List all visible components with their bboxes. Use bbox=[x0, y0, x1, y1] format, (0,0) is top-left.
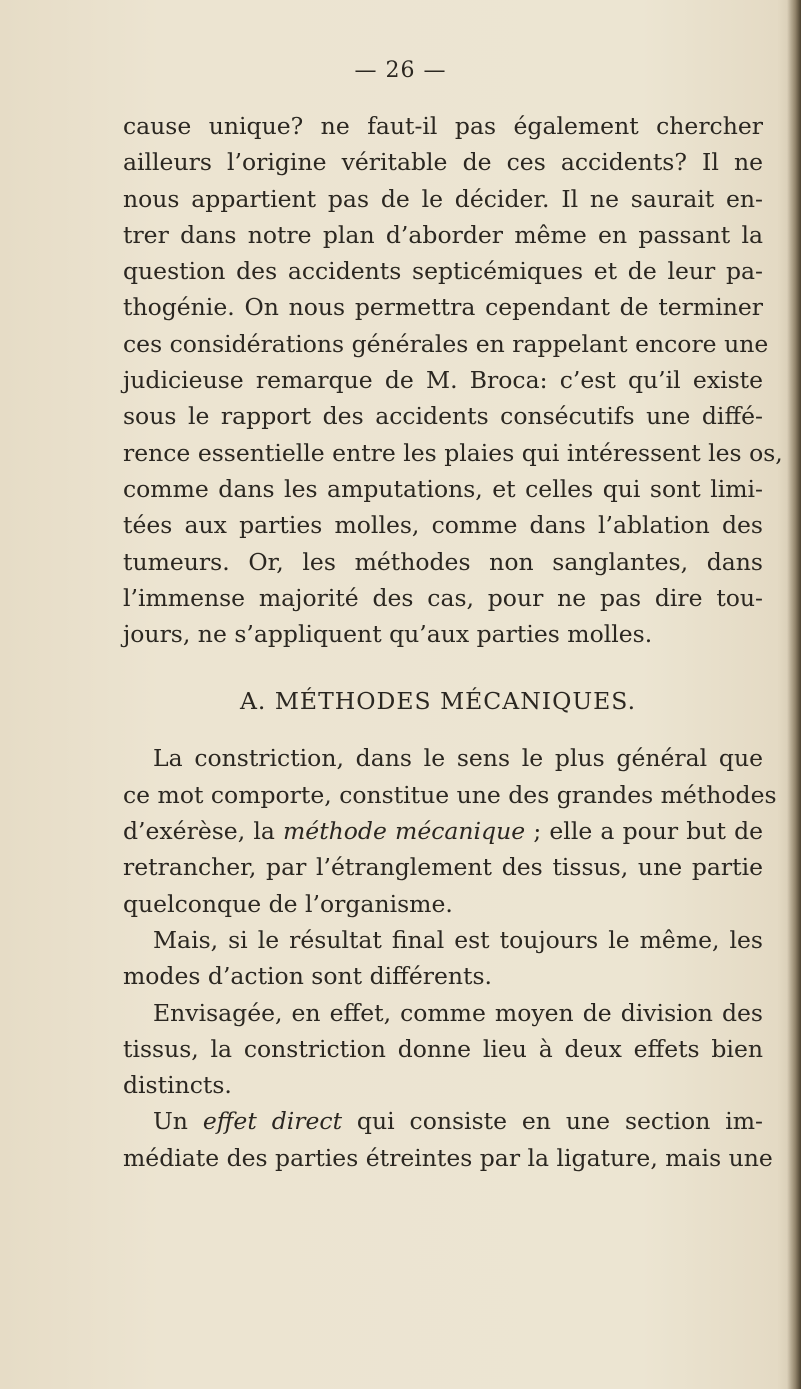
body-text bbox=[123, 108, 783, 1176]
page-number: — 26 — bbox=[354, 58, 447, 83]
text-line: comme dans les amputations, et celles qui sont limi- bbox=[123, 474, 763, 503]
text-line: question des accidents septicémiques et de leur pa- bbox=[123, 257, 763, 286]
section-heading: A. MÉTHODES MÉCANIQUES. bbox=[239, 687, 637, 716]
italic-term: effet direct bbox=[202, 1107, 343, 1136]
text-fragment: ; elle a pour but de bbox=[525, 817, 764, 846]
text-line: retrancher, par l’étranglement des tissus, une partie bbox=[123, 853, 763, 882]
paragraph-intro bbox=[123, 108, 783, 652]
text-line: trer dans notre plan d’aborder même en passant la bbox=[123, 220, 763, 249]
paragraph-effects bbox=[123, 995, 763, 1104]
text-fragment: d’exérèse, la bbox=[123, 817, 284, 846]
page-edge-shadow bbox=[787, 0, 801, 1389]
text-line bbox=[123, 813, 763, 849]
text-line: Mais, si le résultat final est toujours le même, les bbox=[153, 925, 763, 954]
text-line: tées aux parties molles, comme dans l’ablation des bbox=[123, 511, 763, 540]
text-line: thogénie. On nous permettra cependant de terminer bbox=[123, 293, 763, 322]
text-line: ce mot comporte, constitue une des grandes méthodes bbox=[123, 780, 777, 809]
text-line: l’immense majorité des cas, pour ne pas dire tou- bbox=[123, 583, 763, 612]
text-line: nous appartient pas de le décider. Il ne saurait en- bbox=[123, 184, 763, 213]
text-line: médiate des parties étreintes par la ligature, mais une bbox=[123, 1143, 773, 1172]
text-line: judicieuse remarque de M. Broca: c’est qu’il existe bbox=[123, 366, 763, 395]
text-line: tissus, la constriction donne lieu à deux effets bien bbox=[123, 1034, 763, 1063]
paragraph-constriction bbox=[123, 740, 777, 921]
paragraph-modes bbox=[123, 922, 763, 995]
text-line: jours, ne s’appliquent qu’aux parties molles. bbox=[123, 620, 653, 649]
text-line: quelconque de l’organisme. bbox=[123, 889, 453, 918]
text-fragment: qui consiste en une section im- bbox=[342, 1107, 763, 1136]
text-line: distincts. bbox=[123, 1071, 232, 1100]
text-line: tumeurs. Or, les méthodes non sanglantes, dans bbox=[123, 547, 763, 576]
text-line: ailleurs l’origine véritable de ces accidents? Il ne bbox=[123, 148, 763, 177]
italic-term: méthode mécanique bbox=[283, 817, 526, 846]
text-fragment: Un bbox=[153, 1107, 203, 1136]
text-line bbox=[123, 1103, 763, 1139]
text-line: rence essentielle entre les plaies qui intéressent les os, bbox=[123, 438, 783, 467]
text-line: cause unique? ne faut-il pas également chercher bbox=[123, 112, 763, 140]
text-line: La constriction, dans le sens le plus général que bbox=[153, 744, 763, 773]
text-line: Envisagée, en effet, comme moyen de division des bbox=[153, 998, 763, 1027]
text-line: ces considérations générales en rappelant encore une bbox=[123, 329, 769, 358]
text-line: sous le rapport des accidents consécutifs une diffé- bbox=[123, 402, 763, 431]
text-line: modes d’action sont différents. bbox=[123, 962, 492, 991]
paragraph-direct-effect bbox=[123, 1103, 773, 1176]
